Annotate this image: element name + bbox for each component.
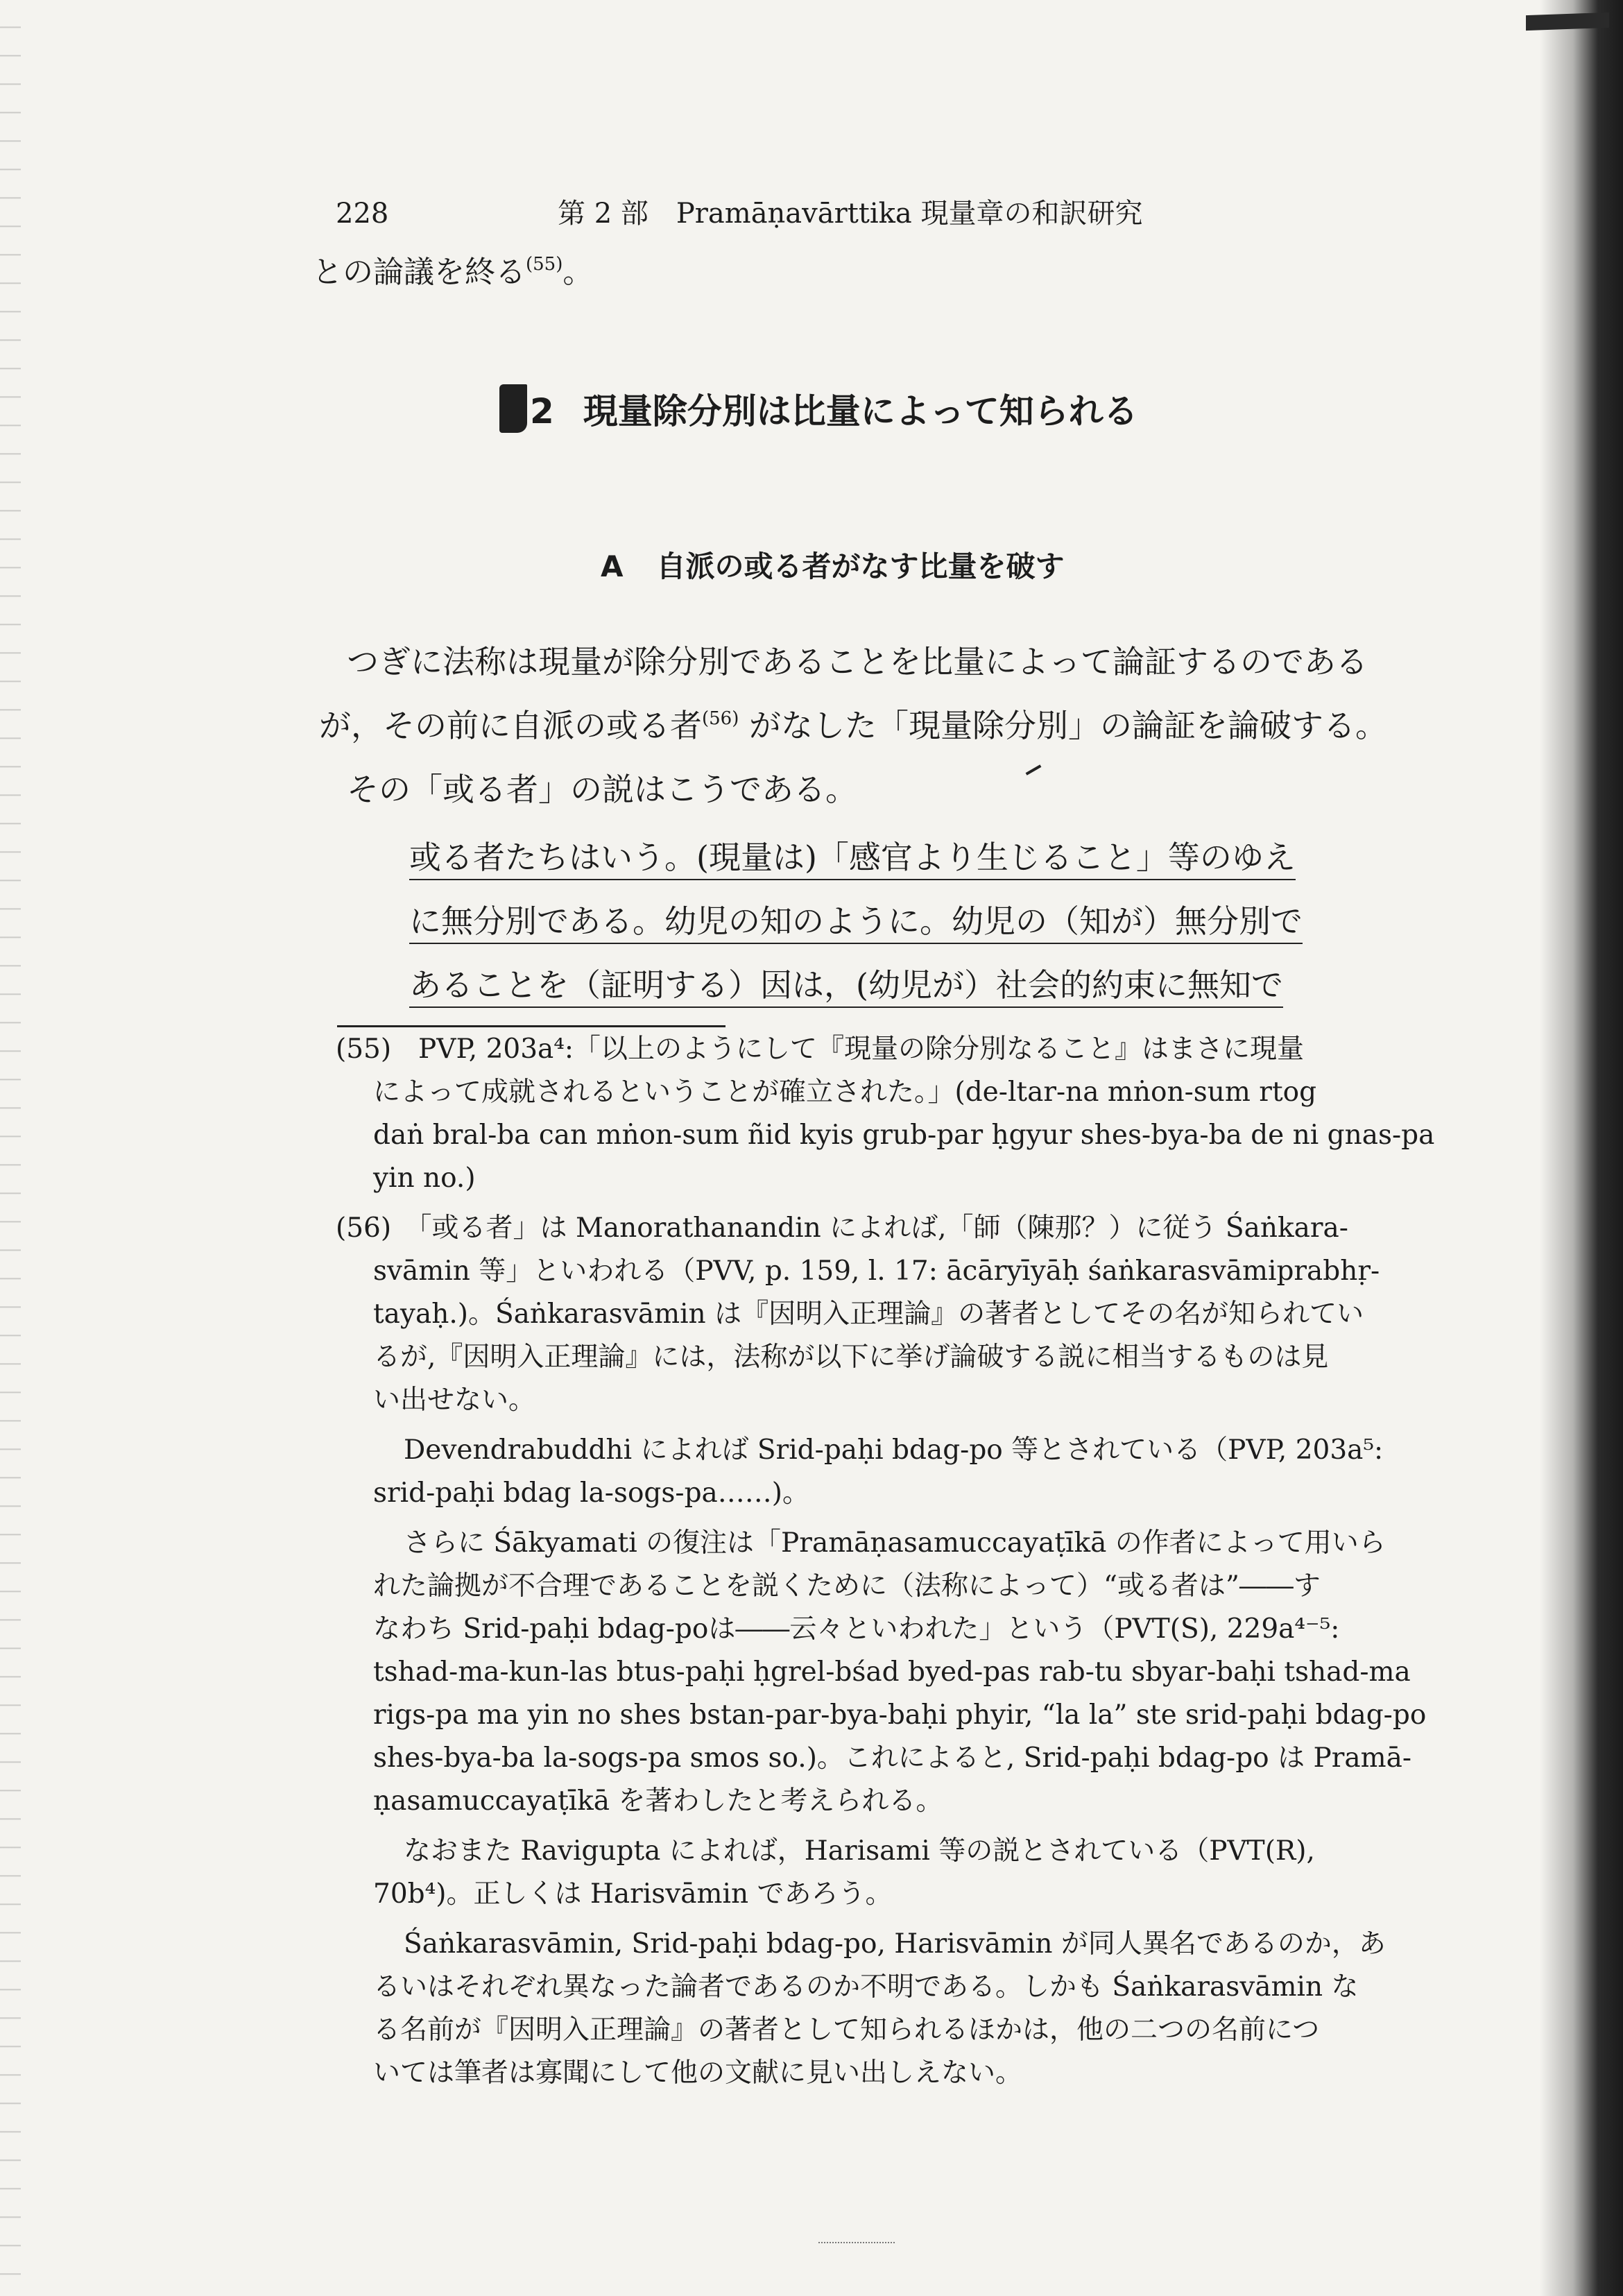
footnote-line: い出せない。 xyxy=(373,1385,536,1416)
footnote-line: tshad-ma-kun-las btus-paḥi ḥgrel-bśad byed-pas rab-tu sbyar-baḥi tshad-ma xyxy=(373,1656,1411,1688)
body-text xyxy=(319,630,1443,821)
footnote-line: るいはそれぞれ異なった論者であるのか不明である。しかも Śaṅkarasvāmin な xyxy=(373,1971,1359,2003)
footnote-line: なわち Srid-paḥi bdag-poは――云々といわれた」という（PVT(S), 229a⁴⁻⁵: xyxy=(373,1613,1340,1645)
footnote xyxy=(336,1429,1445,1515)
footnote xyxy=(336,1207,1445,1422)
footnote-line: れた論拠が不合理であることを説くために（法称によって）“或る者は”――す xyxy=(373,1570,1321,1602)
body-line xyxy=(319,694,1443,757)
quote-line-text: に無分別である。幼児の知のように。幼児の（知が）無分別で xyxy=(409,902,1303,944)
footnote xyxy=(336,1923,1445,2095)
body-line: つぎに法称は現量が除分別であることを比量によって論証するのである xyxy=(347,643,1368,680)
footnote-line: shes-bya-ba la-sogs-pa smos so.)。これによると, Srid-paḥi bdag-po は Pramā- xyxy=(373,1742,1412,1774)
footnote-line: る名前が『因明入正理論』の著者として知られるほかは，他の二つの名前につ xyxy=(373,2014,1320,2046)
footnote-line: さらに Śākyamati の復注は「Pramāṇasamuccayaṭīkā の作者によって用いら xyxy=(404,1527,1386,1559)
footnote xyxy=(336,1028,1445,1200)
footnote-line: tayaḥ.)。Śaṅkarasvāmin は『因明入正理論』の著者としてその名が知られてい xyxy=(373,1299,1364,1330)
ink-smudge-mark xyxy=(499,384,527,433)
footnote-divider xyxy=(337,1025,725,1027)
footnote-ref-56: (56) xyxy=(702,708,739,729)
footnote-line: (56) 「或る者」は Manorathanandin によれば,「師（陳那？）に従う Śaṅkara- xyxy=(336,1213,1348,1244)
footnote-line: daṅ bral-ba can mṅon-sum ñid kyis grub-par ḥgyur shes-bya-ba de ni gnas-pa xyxy=(373,1120,1435,1151)
page-number: 228 xyxy=(336,198,389,230)
scan-bottom-mark xyxy=(818,2242,895,2245)
continued-text-line xyxy=(312,248,1491,297)
section-title: 現量除分別は比量によって知られる xyxy=(583,391,1138,431)
subsection-heading xyxy=(601,542,1364,591)
section-heading xyxy=(499,380,1401,443)
footnote-line: によって成就されるということが確立された。」(de-ltar-na mṅon-sum rtog xyxy=(373,1077,1317,1108)
footnote-line: svāmin 等」といわれる（PVV, p. 159, l. 17: ācāryīyāḥ śaṅkarasvāmiprabhṛ- xyxy=(373,1256,1380,1287)
body-line-part: がなした「現量除分別」の論証を論破する。 xyxy=(739,707,1387,744)
footnote-line: Devendrabuddhi によれば Srid-paḥi bdag-po 等とされている（PVP, 203a⁵: xyxy=(404,1434,1384,1466)
footnote-line: srid-paḥi bdag la-sogs-pa……)。 xyxy=(373,1477,810,1509)
footnote xyxy=(336,1522,1445,1823)
body-line: その「或る者」の説はこうである。 xyxy=(347,771,857,808)
quote-line xyxy=(409,889,1394,953)
body-line-part: が，その前に自派の或る者 xyxy=(319,707,702,744)
quote-line xyxy=(409,825,1394,889)
continued-text: との論議を終る xyxy=(312,255,526,290)
quote-line-text: 或る者たちはいう。(現量は)「感官より生じること」等のゆえ xyxy=(409,839,1296,880)
footnotes xyxy=(336,1028,1445,2102)
footnote-line: yin no.) xyxy=(373,1163,476,1194)
quoted-passage xyxy=(409,825,1394,1017)
footnote-line: るが,『因明入正理論』には，法称が以下に挙げ論破する説に相当するものは見 xyxy=(373,1342,1329,1373)
footnote-line: いては筆者は寡聞にして他の文献に見い出しえない。 xyxy=(373,2057,1023,2089)
footnote-line: Śaṅkarasvāmin, Srid-paḥi bdag-po, Harisvāmin が同人異名であるのか，あ xyxy=(404,1928,1386,1960)
footnote-line: ṇasamuccayaṭīkā を著わしたと考えられる。 xyxy=(373,1785,943,1817)
footnote xyxy=(336,1830,1445,1916)
subsection-title: 自派の或る者がなす比量を破す xyxy=(656,549,1065,583)
quote-line xyxy=(409,953,1394,1017)
subsection-letter: A xyxy=(601,549,624,583)
running-head xyxy=(336,193,1515,234)
continued-text-end: 。 xyxy=(563,255,594,290)
footnote-line: rigs-pa ma yin no shes bstan-par-bya-baḥi phyir, “la la” ste srid-paḥi bdag-po xyxy=(373,1699,1427,1731)
footnote-ref-55: (55) xyxy=(526,254,563,275)
running-head-title: 第 2 部 Pramāṇavārttika 現量章の和訳研究 xyxy=(558,198,1143,230)
quote-line-text: あることを（証明する）因は，(幼児が）社会的約束に無知で xyxy=(409,966,1283,1008)
footnote-line: (55) PVP, 203a⁴:「以上のようにして『現量の除分別なること』はまさに現量 xyxy=(336,1034,1305,1065)
section-number: 2 xyxy=(530,391,554,431)
footnote-line: 70b⁴)。正しくは Harisvāmin であろう。 xyxy=(373,1878,893,1910)
footnote-line: なおまた Ravigupta によれば，Harisami 等の説とされている（PVT(R), xyxy=(404,1835,1315,1867)
